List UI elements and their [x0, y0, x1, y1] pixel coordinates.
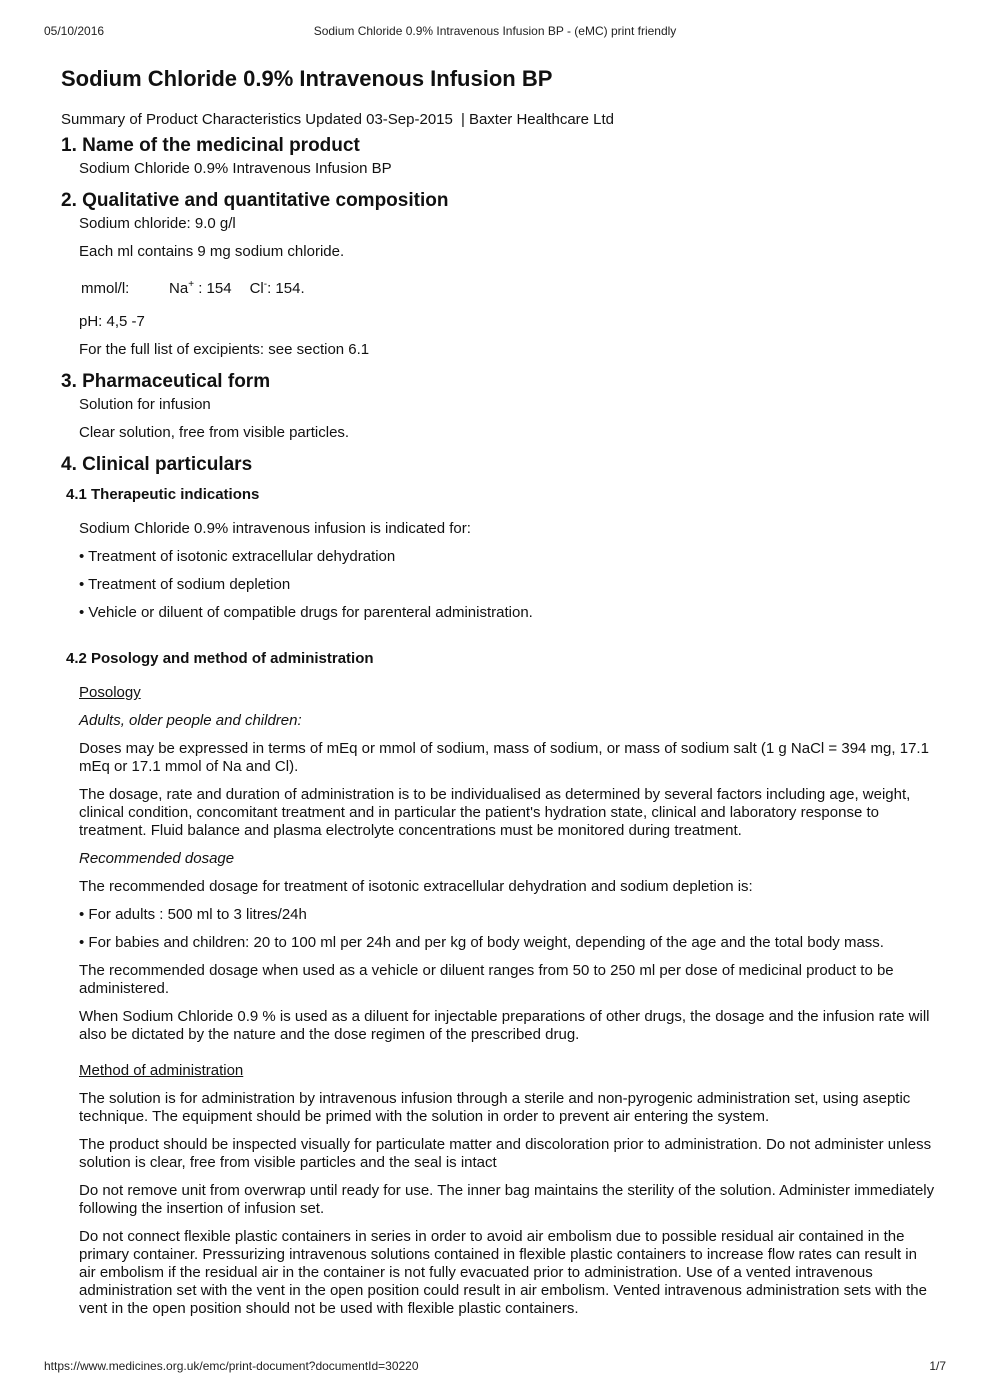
- section-2-heading: 2. Qualitative and quantitative composition: [61, 190, 449, 211]
- sodium-value: [169, 279, 232, 299]
- sodium-mmol: : 154: [194, 280, 232, 297]
- section-4-2-heading: 4.2 Posology and method of administration: [66, 650, 374, 667]
- footer-url: https://www.medicines.org.uk/emc/print-document?documentId=30220: [44, 1359, 419, 1373]
- section-3-body: [61, 396, 936, 442]
- recommended-dosage-label: Recommended dosage: [79, 850, 235, 867]
- composition-line-2: Each ml contains 9 mg sodium chloride.: [79, 243, 345, 260]
- section-1-heading: 1. Name of the medicinal product: [61, 135, 360, 156]
- indication-item: • Treatment of isotonic extracellular dehydration: [79, 548, 396, 565]
- method-label: Method of administration: [79, 1062, 244, 1079]
- method-paragraph-4: Do not connect flexible plastic containers in series in order to avoid air embolism due to possible residual air contained in the primary container. Pressurizing intravenous solutions contained in flexible plastic containers to increase flow rates can result in air embolism if the residual air in the container is not fully evacuated prior to administration. Use of a vented intravenous administration set with the vent in the open position could result in air embolism. Vented intravenous administration sets with the vent in the open position should not be used with flexible plastic containers.: [79, 1228, 927, 1317]
- section-4-heading: 4. Clinical particulars: [61, 454, 253, 475]
- chloride-symbol: Cl: [249, 280, 264, 297]
- chloride-mmol: : 154.: [267, 280, 305, 297]
- ph-line: pH: 4,5 -7: [79, 313, 145, 330]
- chloride-charge: -: [263, 279, 268, 290]
- summary-line: [61, 109, 936, 131]
- form-line-2: Clear solution, free from visible particles.: [79, 424, 350, 441]
- print-date: 05/10/2016: [44, 24, 105, 38]
- document-body: [61, 62, 936, 1328]
- product-name: Sodium Chloride 0.9% Intravenous Infusion BP: [79, 160, 392, 177]
- sodium-symbol: Na: [169, 280, 189, 297]
- indications-intro: Sodium Chloride 0.9% intravenous infusion is indicated for:: [79, 520, 471, 537]
- posology-label: Posology: [79, 684, 141, 701]
- method-paragraph-3: Do not remove unit from overwrap until ready for use. The inner bag maintains the sterility of the solution. Administer immediately following the insertion of infusion set.: [79, 1182, 935, 1217]
- section-3-heading: 3. Pharmaceutical form: [61, 371, 271, 392]
- page-number: 1/7: [929, 1359, 946, 1373]
- dosage-item-children: • For babies and children: 20 to 100 ml per 24h and per kg of body weight, depending of the age and the total body mass.: [79, 934, 884, 951]
- dosage-item-adults: • For adults : 500 ml to 3 litres/24h: [79, 906, 307, 923]
- document-title: Sodium Chloride 0.9% Intravenous Infusion BP: [61, 66, 553, 91]
- summary-updated: Summary of Product Characteristics Updated 03-Sep-2015: [61, 111, 453, 128]
- excipients-line: For the full list of excipients: see section 6.1: [79, 341, 370, 358]
- mmol-row: [79, 279, 936, 299]
- print-header-title: Sodium Chloride 0.9% Intravenous Infusion BP - (eMC) print friendly: [313, 24, 677, 38]
- section-1-body: [61, 160, 936, 178]
- form-line-1: Solution for infusion: [79, 396, 211, 413]
- posology-paragraph-1: Doses may be expressed in terms of mEq or mmol of sodium, mass of sodium, or mass of sodium salt (1 g NaCl = 394 mg, 17.1 mEq or 17.1 mmol of Na and Cl).: [79, 740, 929, 775]
- section-4-1-heading: 4.1 Therapeutic indications: [66, 486, 260, 503]
- summary-separator: |: [461, 111, 465, 128]
- method-paragraph-2: The product should be inspected visually for particulate matter and discoloration prior to administration. Do not administer unless solution is clear, free from visible particles and the seal is intact: [79, 1136, 932, 1171]
- section-2-body: [61, 215, 936, 359]
- chloride-value: [250, 279, 305, 299]
- section-4-1-body: [61, 520, 936, 622]
- indication-item: • Vehicle or diluent of compatible drugs for parenteral administration.: [79, 604, 533, 621]
- posology-paragraph-4: The recommended dosage when used as a vehicle or diluent ranges from 50 to 250 ml per dose of medicinal product to be administered.: [79, 962, 894, 997]
- posology-paragraph-2: The dosage, rate and duration of administration is to be individualised as determined by several factors including age, weight, clinical condition, concomitant treatment and in particular the patient's hydration state, clinical and laboratory response to treatment. Fluid balance and plasma electrolyte concentrations must be monitored during treatment.: [79, 786, 911, 839]
- mmol-label: mmol/l:: [81, 280, 130, 297]
- sodium-charge: +: [188, 279, 195, 290]
- method-paragraph-1: The solution is for administration by intravenous infusion through a sterile and non-pyrogenic administration set, using aseptic technique. The equipment should be primed with the solution in order to prevent air entering the system.: [79, 1090, 911, 1125]
- posology-paragraph-3: The recommended dosage for treatment of isotonic extracellular dehydration and sodium depletion is:: [79, 878, 753, 895]
- composition-line-1: Sodium chloride: 9.0 g/l: [79, 215, 236, 232]
- section-4-2-body: [61, 684, 936, 1318]
- company-name: Baxter Healthcare Ltd: [468, 111, 615, 128]
- indication-item: • Treatment of sodium depletion: [79, 576, 291, 593]
- posology-paragraph-5: When Sodium Chloride 0.9 % is used as a diluent for injectable preparations of other drugs, the dosage and the infusion rate will also be dictated by the nature and the dose regimen of the prescribed drug.: [79, 1008, 930, 1043]
- adults-label: Adults, older people and children:: [79, 712, 302, 729]
